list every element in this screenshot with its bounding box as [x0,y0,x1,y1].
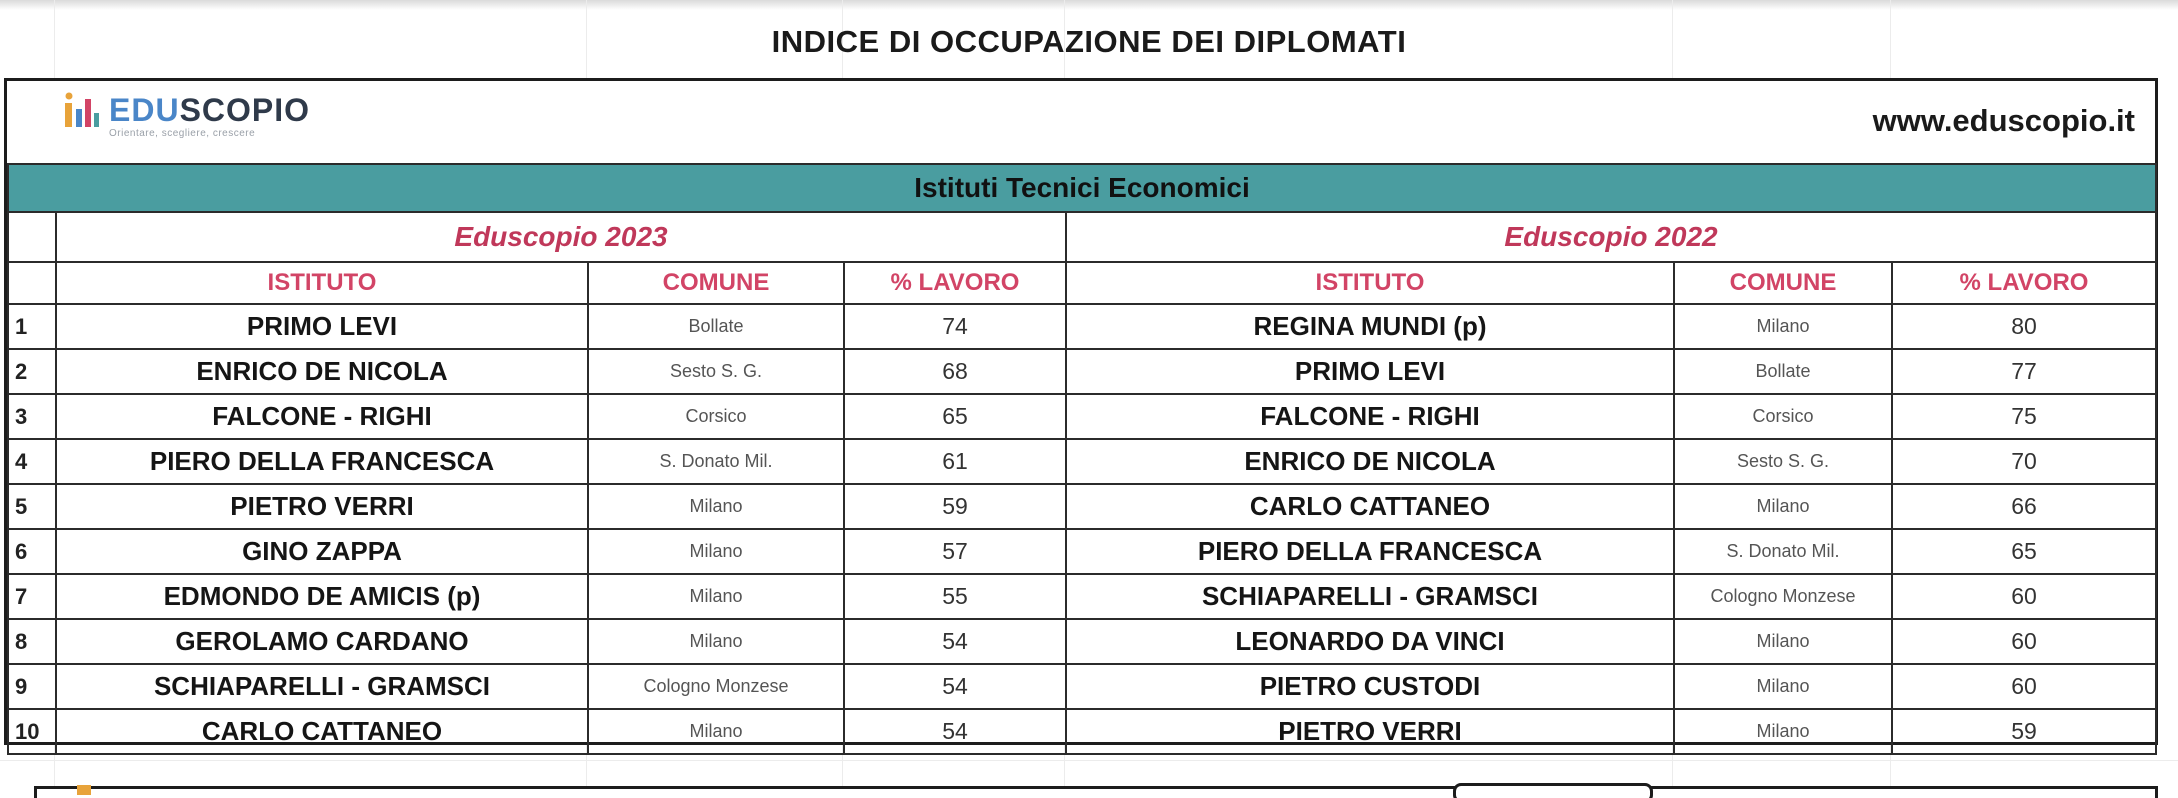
table-row [8,439,2156,484]
logo-tagline: Orientare, scegliere, crescere [109,128,256,139]
rank-cell: 3 [8,394,56,439]
istituto-cell-left: FALCONE - RIGHI [56,394,588,439]
logo-name-scopio: SCOPIO [179,92,311,128]
table-row [8,709,2156,754]
istituto-cell-left: EDMONDO DE AMICIS (p) [56,574,588,619]
table-row [8,304,2156,349]
comune-cell-right: Milano [1674,484,1892,529]
istituto-cell-left: GEROLAMO CARDANO [56,619,588,664]
logo-row [7,81,2155,163]
istituto-cell-right: PIETRO CUSTODI [1066,664,1674,709]
lavoro-cell-right: 66 [1892,484,2156,529]
istituto-cell-right: FALCONE - RIGHI [1066,394,1674,439]
comune-cell-left: S. Donato Mil. [588,439,844,484]
year-row [8,212,2156,262]
lavoro-cell-right: 70 [1892,439,2156,484]
table-row [8,349,2156,394]
comune-cell-right: Sesto S. G. [1674,439,1892,484]
table-row [8,664,2156,709]
rank-cell: 6 [8,529,56,574]
header-lavoro-left: % LAVORO [844,262,1066,304]
rank-cell: 9 [8,664,56,709]
header-istituto-left: ISTITUTO [56,262,588,304]
lavoro-cell-left: 59 [844,484,1066,529]
comune-cell-right: Milano [1674,304,1892,349]
eduscopio-logo [61,91,310,139]
lavoro-cell-right: 60 [1892,574,2156,619]
lavoro-cell-left: 68 [844,349,1066,394]
logo-name-edu: EDU [109,92,180,128]
blank-cell [8,262,56,304]
lavoro-cell-left: 54 [844,709,1066,754]
comune-cell-left: Corsico [588,394,844,439]
rank-cell: 10 [8,709,56,754]
comune-cell-right: Corsico [1674,394,1892,439]
comune-cell-right: Milano [1674,619,1892,664]
header-comune-left: COMUNE [588,262,844,304]
rank-cell: 7 [8,574,56,619]
next-table-frame [34,786,2158,798]
blank-cell [8,212,56,262]
istituto-cell-right: PIETRO VERRI [1066,709,1674,754]
rank-cell: 4 [8,439,56,484]
table-row [8,394,2156,439]
istituto-cell-right: CARLO CATTANEO [1066,484,1674,529]
lavoro-cell-left: 57 [844,529,1066,574]
istituto-cell-left: GINO ZAPPA [56,529,588,574]
comune-cell-left: Cologno Monzese [588,664,844,709]
rank-cell: 2 [8,349,56,394]
istituto-cell-left: ENRICO DE NICOLA [56,349,588,394]
istituto-cell-left: SCHIAPARELLI - GRAMSCI [56,664,588,709]
next-table-tab [1453,783,1653,798]
istituto-cell-right: PRIMO LEVI [1066,349,1674,394]
comune-cell-right: Milano [1674,709,1892,754]
rank-cell: 1 [8,304,56,349]
table-row [8,529,2156,574]
ranking-table-frame [4,78,2158,745]
lavoro-cell-right: 60 [1892,619,2156,664]
comune-cell-left: Milano [588,484,844,529]
istituto-cell-right: REGINA MUNDI (p) [1066,304,1674,349]
next-table-logo-icon [77,785,91,795]
comune-cell-left: Bollate [588,304,844,349]
lavoro-cell-left: 61 [844,439,1066,484]
comune-cell-left: Milano [588,709,844,754]
comune-cell-left: Sesto S. G. [588,349,844,394]
lavoro-cell-left: 54 [844,619,1066,664]
category-label: Istituti Tecnici Economici [8,164,2156,212]
lavoro-cell-right: 80 [1892,304,2156,349]
lavoro-cell-left: 54 [844,664,1066,709]
comune-cell-right: Milano [1674,664,1892,709]
website-link[interactable]: www.eduscopio.it [1872,103,2135,138]
comune-cell-left: Milano [588,529,844,574]
ranking-table [7,163,2157,755]
lavoro-cell-right: 59 [1892,709,2156,754]
gridline [0,760,2178,761]
lavoro-cell-right: 75 [1892,394,2156,439]
istituto-cell-left: PIETRO VERRI [56,484,588,529]
comune-cell-left: Milano [588,574,844,619]
table-row [8,484,2156,529]
table-row [8,574,2156,619]
istituto-cell-right: LEONARDO DA VINCI [1066,619,1674,664]
header-row [8,262,2156,304]
logo-name [109,93,310,127]
top-shadow [0,0,2178,10]
istituto-cell-left: PRIMO LEVI [56,304,588,349]
lavoro-cell-right: 77 [1892,349,2156,394]
rank-cell: 5 [8,484,56,529]
lavoro-cell-left: 65 [844,394,1066,439]
istituto-cell-left: PIERO DELLA FRANCESCA [56,439,588,484]
header-comune-right: COMUNE [1674,262,1892,304]
header-lavoro-right: % LAVORO [1892,262,2156,304]
category-row [8,164,2156,212]
lavoro-cell-left: 55 [844,574,1066,619]
year-left: Eduscopio 2023 [56,212,1066,262]
istituto-cell-right: ENRICO DE NICOLA [1066,439,1674,484]
header-istituto-right: ISTITUTO [1066,262,1674,304]
lavoro-cell-right: 65 [1892,529,2156,574]
istituto-cell-right: SCHIAPARELLI - GRAMSCI [1066,574,1674,619]
page-title: INDICE DI OCCUPAZIONE DEI DIPLOMATI [771,24,1407,59]
eduscopio-logo-icon [61,91,101,131]
year-right: Eduscopio 2022 [1066,212,2156,262]
istituto-cell-right: PIERO DELLA FRANCESCA [1066,529,1674,574]
logo-text [109,93,310,139]
comune-cell-right: S. Donato Mil. [1674,529,1892,574]
rank-cell: 8 [8,619,56,664]
lavoro-cell-left: 74 [844,304,1066,349]
istituto-cell-left: CARLO CATTANEO [56,709,588,754]
lavoro-cell-right: 60 [1892,664,2156,709]
table-row [8,619,2156,664]
comune-cell-right: Bollate [1674,349,1892,394]
comune-cell-left: Milano [588,619,844,664]
comune-cell-right: Cologno Monzese [1674,574,1892,619]
